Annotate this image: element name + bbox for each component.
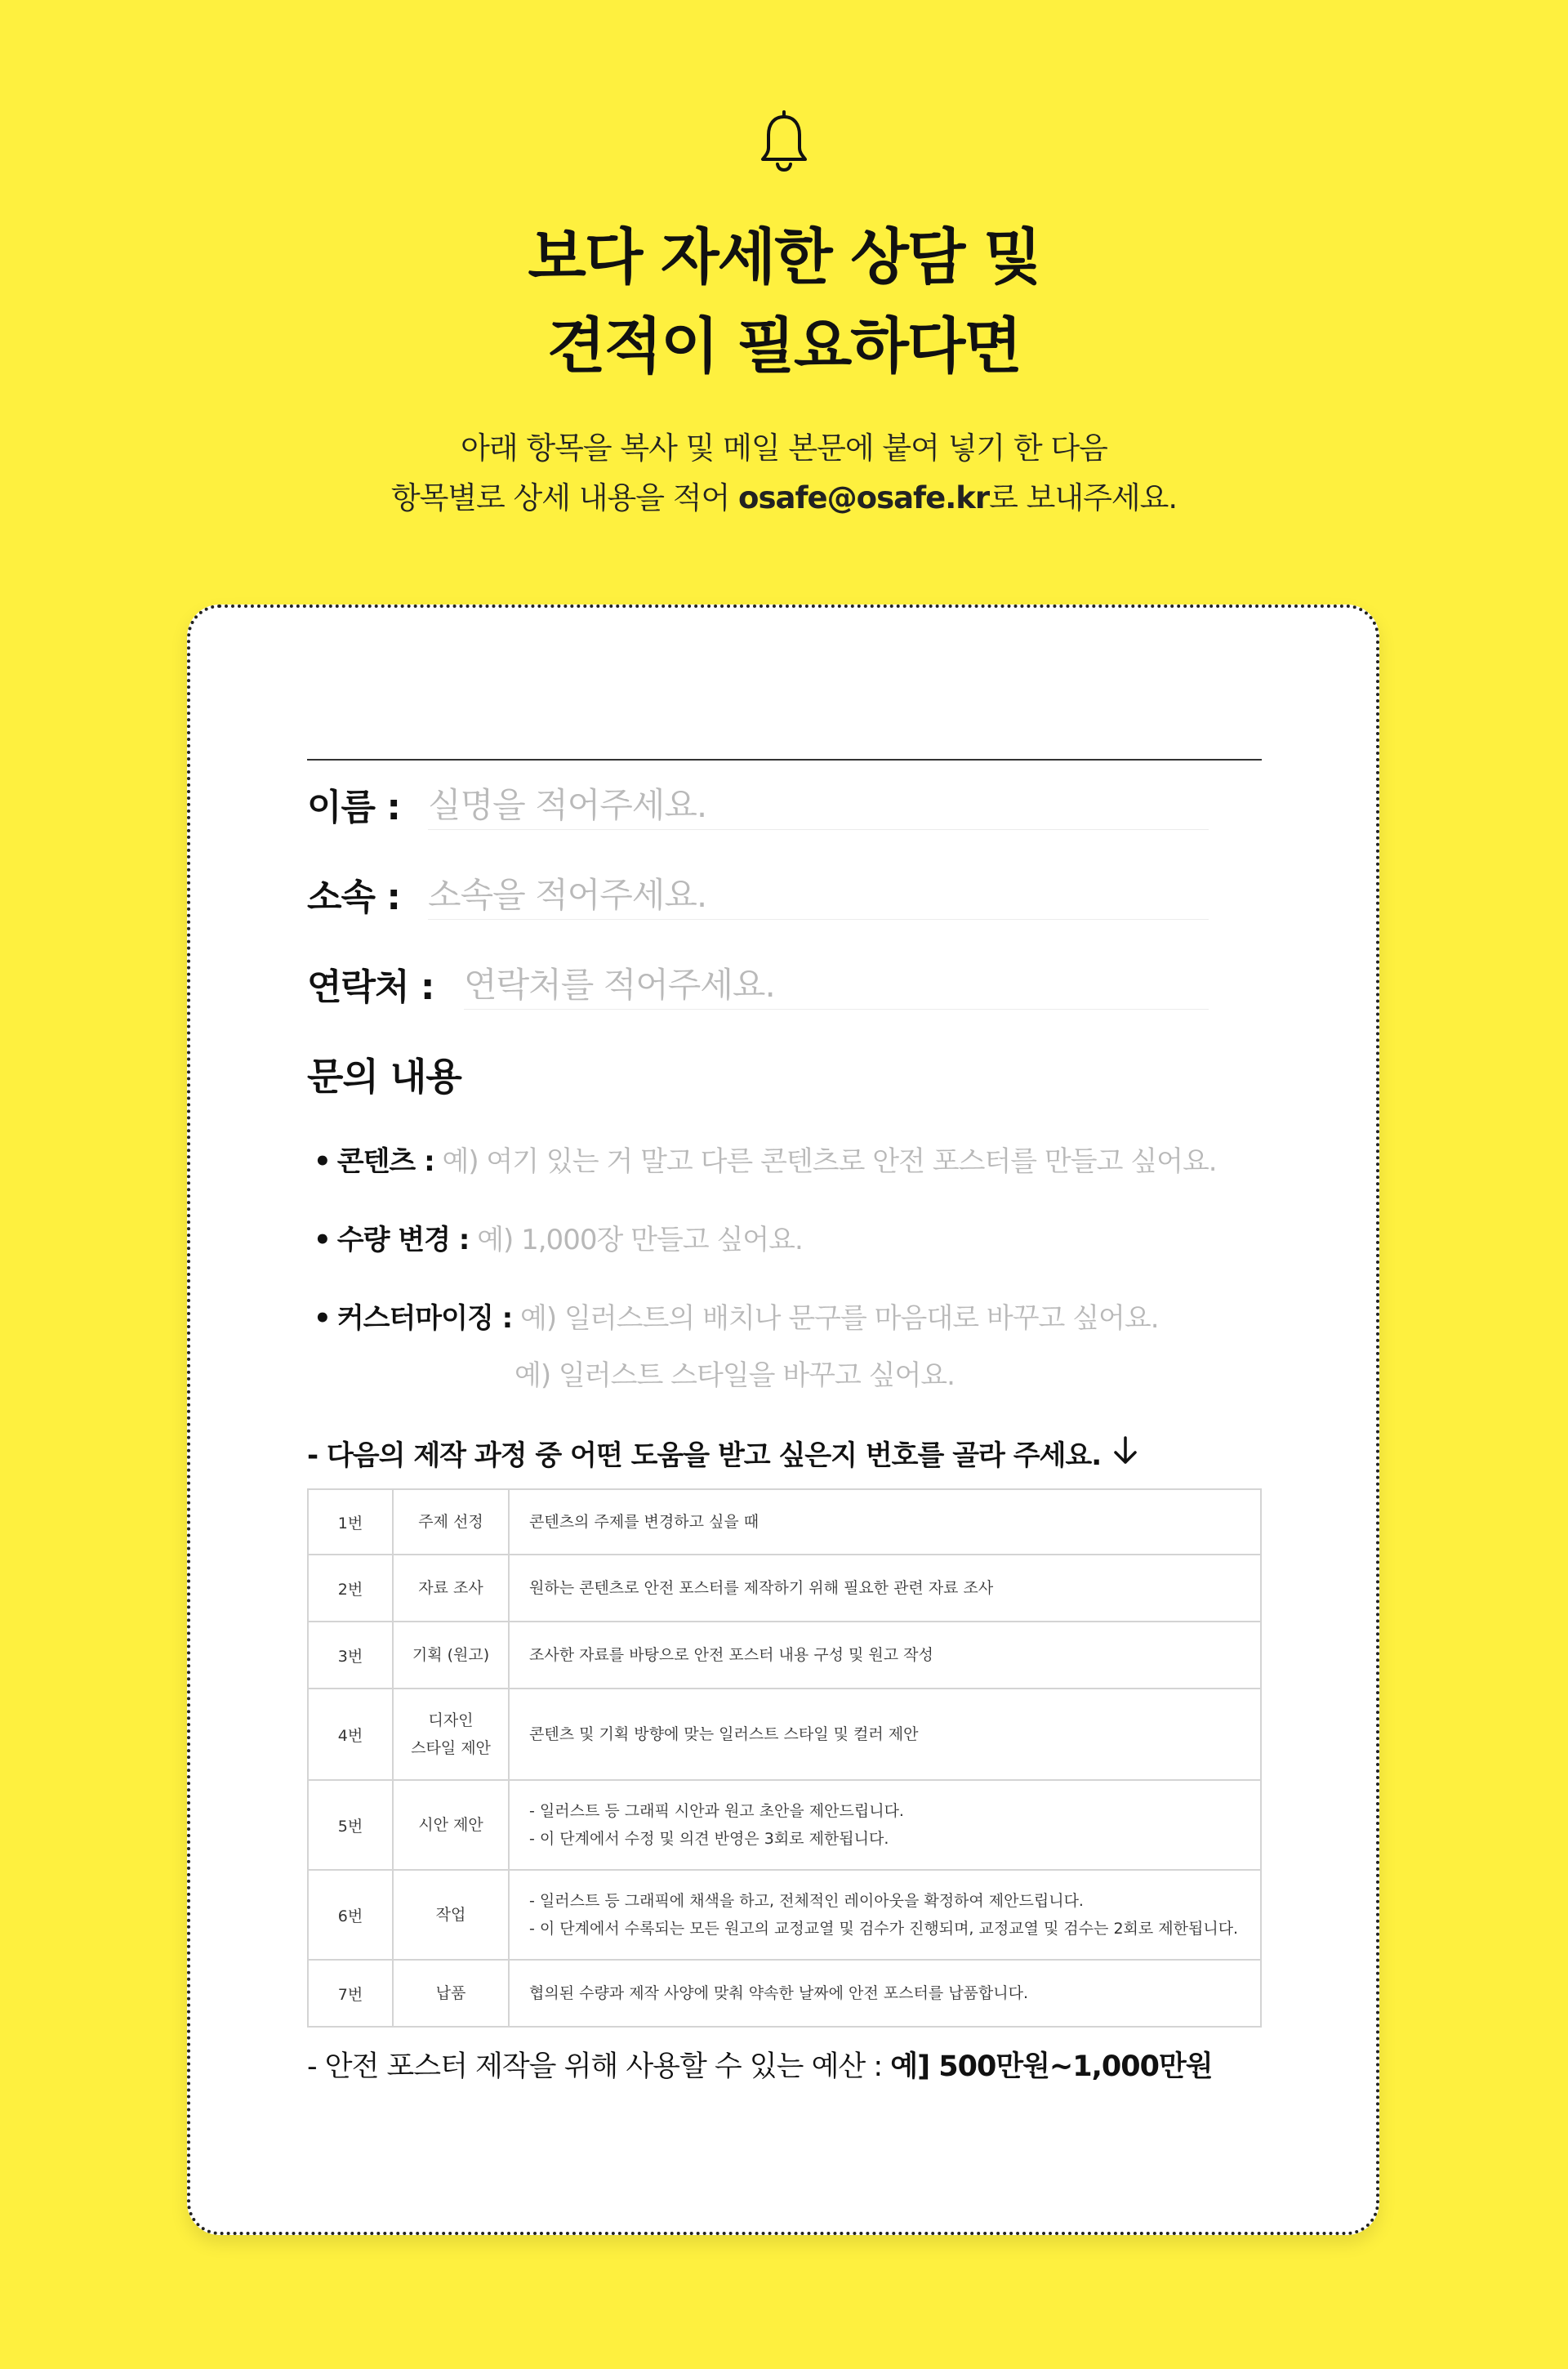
table-row bbox=[308, 1689, 1261, 1780]
intro-text-line-1: 아래 항목을 복사 및 메일 본문에 붙여 넣기 한 다음 bbox=[461, 431, 1107, 466]
list-item-content: • 콘텐츠 : 예) 여기 있는 거 말고 다른 콘텐츠로 안전 포스터를 만들고 싶어요. bbox=[314, 1145, 1217, 1178]
inquiry-title: 문의 내용 bbox=[307, 1055, 461, 1099]
form-divider bbox=[307, 759, 1262, 761]
step-name: 납품 bbox=[393, 1960, 509, 2027]
step-number: 6번 bbox=[308, 1870, 393, 1960]
list-item-customizing: • 커스터마이징 : 예) 일러스트의 배치나 문구를 마음대로 바꾸고 싶어요. bbox=[314, 1302, 1159, 1335]
intro-text-line-2: 항목별로 상세 내용을 적어 osafe@osafe.kr로 보내주세요. bbox=[390, 480, 1178, 515]
step-desc: 콘텐츠의 주제를 변경하고 싶을 때 bbox=[509, 1489, 1261, 1555]
affiliation-input[interactable] bbox=[428, 870, 1209, 920]
arrow-down-icon bbox=[1111, 1434, 1140, 1467]
table-row bbox=[308, 1489, 1261, 1555]
step-name: 자료 조사 bbox=[393, 1555, 509, 1622]
page-title-line-1: 보다 자세한 상담 및 bbox=[528, 222, 1040, 292]
step-desc: 협의된 수량과 제작 사양에 맞춰 약속한 날짜에 안전 포스터를 납품합니다. bbox=[509, 1960, 1261, 2027]
process-question: - 다음의 제작 과정 중 어떤 도움을 받고 싶은지 번호를 골라 주세요. bbox=[307, 1439, 1102, 1472]
table-row bbox=[308, 1870, 1261, 1960]
name-label: 이름 : bbox=[307, 787, 400, 828]
email-address[interactable]: osafe@osafe.kr bbox=[738, 480, 990, 515]
step-number: 5번 bbox=[308, 1780, 393, 1870]
step-name: 기획 (원고) bbox=[393, 1622, 509, 1689]
step-number: 4번 bbox=[308, 1689, 393, 1780]
step-name: 시안 제안 bbox=[393, 1780, 509, 1870]
step-number: 3번 bbox=[308, 1622, 393, 1689]
step-desc: 원하는 콘텐츠로 안전 포스터를 제작하기 위해 필요한 관련 자료 조사 bbox=[509, 1555, 1261, 1622]
step-desc: 조사한 자료를 바탕으로 안전 포스터 내용 구성 및 원고 작성 bbox=[509, 1622, 1261, 1689]
list-item-quantity: • 수량 변경 : 예) 1,000장 만들고 싶어요. bbox=[314, 1224, 803, 1256]
table-row bbox=[308, 1622, 1261, 1689]
step-desc: 콘텐츠 및 기획 방향에 맞는 일러스트 스타일 및 컬러 제안 bbox=[509, 1689, 1261, 1780]
list-item-customizing-example-2: 예) 일러스트 스타일을 바꾸고 싶어요. bbox=[514, 1359, 955, 1392]
table-row bbox=[308, 1555, 1261, 1622]
step-number: 2번 bbox=[308, 1555, 393, 1622]
step-name: 작업 bbox=[393, 1870, 509, 1960]
bell-icon bbox=[760, 110, 808, 172]
step-name: 디자인 스타일 제안 bbox=[393, 1689, 509, 1780]
process-table bbox=[307, 1488, 1262, 2028]
contact-label: 연락처 : bbox=[307, 966, 434, 1008]
step-desc: - 일러스트 등 그래픽 시안과 원고 초안을 제안드립니다. - 이 단계에서 수정 및 의견 반영은 3회로 제한됩니다. bbox=[509, 1780, 1261, 1870]
step-number: 1번 bbox=[308, 1489, 393, 1555]
table-row bbox=[308, 1780, 1261, 1870]
page-title-line-2: 견적이 필요하다면 bbox=[547, 311, 1021, 381]
step-number: 7번 bbox=[308, 1960, 393, 2027]
table-row bbox=[308, 1960, 1261, 2027]
step-desc: - 일러스트 등 그래픽에 채색을 하고, 전체적인 레이아웃을 확정하여 제안드립니다. - 이 단계에서 수록되는 모든 원고의 교정교열 및 검수가 진행되며, 교정교열 및 검수는 2회로 제한됩니다. bbox=[509, 1870, 1261, 1960]
step-name: 주제 선정 bbox=[393, 1489, 509, 1555]
contact-input[interactable] bbox=[464, 960, 1209, 1010]
budget-text: - 안전 포스터 제작을 위해 사용할 수 있는 예산 : 예] 500만원~1,000만원 bbox=[307, 2050, 1213, 2083]
affiliation-label: 소속 : bbox=[307, 877, 400, 918]
name-input[interactable] bbox=[428, 780, 1209, 830]
budget-example: 예] 500만원~1,000만원 bbox=[890, 2050, 1213, 2083]
